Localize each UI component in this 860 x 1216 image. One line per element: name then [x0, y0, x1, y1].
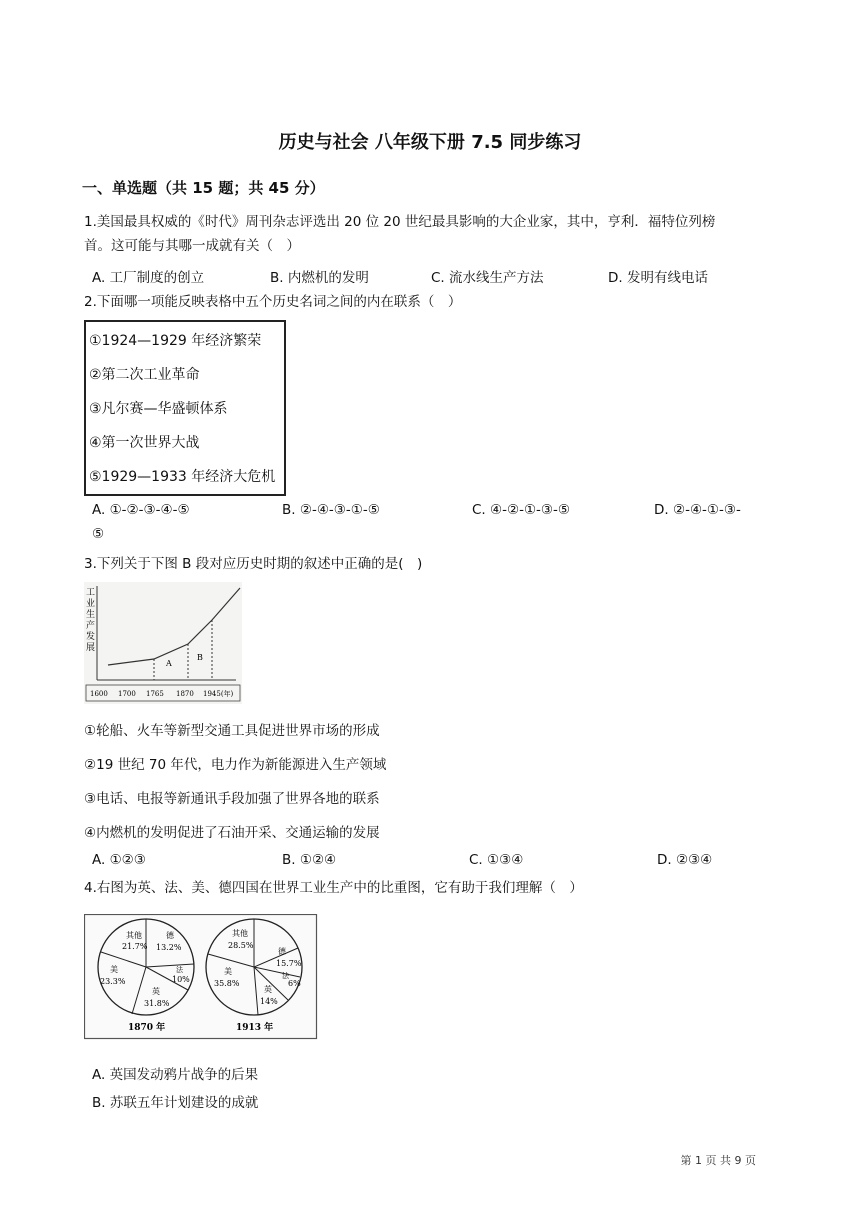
q3-option-c[interactable]: C. ①③④ [469, 852, 524, 868]
pie-1870-other-value: 21.7% [122, 942, 148, 951]
q3-option-a[interactable]: A. ①②③ [92, 852, 146, 868]
chart-tick-1765: 1765 [146, 690, 164, 698]
question-1 [84, 210, 784, 258]
chart-tick-1700: 1700 [118, 690, 136, 698]
q1-option-b[interactable]: B. 内燃机的发明 [270, 270, 369, 286]
pie-1913-germany-value: 15.7% [276, 959, 302, 968]
pie-1870-britain-value: 31.8% [144, 999, 170, 1008]
chart-ylabel-char: 发 [86, 632, 96, 642]
q4-option-b[interactable]: B. 苏联五年计划建设的成就 [92, 1095, 259, 1111]
pie-1870-usa-value: 23.3% [100, 977, 126, 986]
q3-statement-4: ④内燃机的发明促进了石油开采、交通运输的发展 [84, 825, 380, 841]
question-3 [84, 552, 784, 576]
chart-segment-a: A [166, 659, 172, 668]
q3-option-d[interactable]: D. ②③④ [657, 852, 713, 868]
q2-option-c[interactable]: C. ④-②-①-③-⑤ [472, 502, 571, 518]
pie-1870-germany-name: 德 [166, 931, 174, 940]
chart-ylabel-char: 业 [86, 599, 96, 609]
chart-tick-1945: 1945(年) [203, 690, 234, 698]
question-2 [84, 290, 784, 314]
industrial-growth-chart [84, 582, 242, 704]
q1-option-d[interactable]: D. 发明有线电话 [608, 270, 708, 286]
q4-option-a[interactable]: A. 英国发动鸦片战争的后果 [92, 1067, 259, 1083]
chart-tick-1600: 1600 [90, 690, 108, 698]
history-terms-table [84, 320, 286, 496]
pie-1913-france-value: 6% [288, 979, 301, 988]
q1-option-a[interactable]: A. 工厂制度的创立 [92, 270, 205, 286]
q2-option-a[interactable]: A. ①-②-③-④-⑤ [92, 502, 190, 518]
chart-ylabel-char: 生 [86, 610, 96, 620]
page-footer: 第 1 页 共 9 页 [680, 1154, 756, 1167]
pie-1870-usa-name: 美 [110, 965, 118, 974]
pie-1870-germany-value: 13.2% [156, 943, 182, 952]
pie-1913-france-name: 法 [282, 972, 289, 980]
chart-segment-b: B [197, 653, 203, 662]
table-item-3: ③凡尔赛—华盛顿体系 [89, 401, 228, 417]
section-heading: 一、单选题（共 15 题；共 45 分） [82, 179, 325, 197]
industry-share-pie-charts [84, 914, 320, 1042]
q1-option-c[interactable]: C. 流水线生产方法 [431, 270, 544, 286]
chart-ylabel-char: 工 [86, 588, 96, 598]
pie-1870-other-name: 其他 [126, 931, 142, 940]
question-1-line-2: 首。这可能与其哪一成就有关（ ） [84, 238, 300, 254]
chart-tick-1870: 1870 [176, 690, 194, 698]
q2-option-d-continuation: ⑤ [92, 526, 105, 542]
question-4 [84, 876, 784, 900]
pie-1913-usa-value: 35.8% [214, 979, 240, 988]
pie-1913-year: 1913 年 [236, 1023, 274, 1033]
question-4-text: 4.右图为英、法、美、德四国在世界工业生产中的比重图，它有助于我们理解（ ） [84, 880, 583, 896]
pie-1870-france-name: 法 [176, 966, 183, 974]
q3-statement-1: ①轮船、火车等新型交通工具促进世界市场的形成 [84, 723, 380, 739]
question-1-line-1: 1.美国最具权威的《时代》周刊杂志评选出 20 位 20 世纪最具影响的大企业家，其中，亨利．福特位列榜 [84, 214, 716, 230]
q3-statement-2: ②19 世纪 70 年代，电力作为新能源进入生产领域 [84, 757, 387, 773]
chart-background [84, 582, 242, 704]
q2-option-d[interactable]: D. ②-④-①-③- [654, 502, 741, 518]
question-2-text: 2.下面哪一项能反映表格中五个历史名词之间的内在联系（ ） [84, 294, 462, 310]
question-3-text: 3.下列关于下图 B 段对应历史时期的叙述中正确的是( ) [84, 556, 423, 572]
pie-1913-germany-name: 德 [278, 947, 286, 956]
table-item-5: ⑤1929—1933 年经济大危机 [89, 469, 276, 485]
q3-statement-3: ③电话、电报等新通讯手段加强了世界各地的联系 [84, 791, 380, 807]
q3-option-b[interactable]: B. ①②④ [282, 852, 337, 868]
table-item-2: ②第二次工业革命 [89, 367, 200, 383]
pie-1913-britain-name: 英 [264, 985, 272, 994]
table-item-1: ①1924—1929 年经济繁荣 [89, 333, 262, 349]
q2-option-b[interactable]: B. ②-④-③-①-⑤ [282, 502, 380, 518]
chart-ylabel-char: 产 [86, 621, 96, 631]
chart-ylabel-char: 展 [86, 643, 96, 653]
pie-1870-year: 1870 年 [128, 1023, 166, 1033]
pie-1913-other-name: 其他 [232, 929, 248, 938]
pie-1913-usa-name: 美 [224, 967, 232, 976]
document-title: 历史与社会 八年级下册 7.5 同步练习 [278, 132, 582, 153]
pie-1870-britain-name: 英 [152, 987, 160, 996]
table-item-4: ④第一次世界大战 [89, 435, 200, 451]
pie-1913-britain-value: 14% [260, 997, 278, 1006]
pie-1870-france-value: 10% [172, 975, 190, 984]
pie-1913-other-value: 28.5% [228, 941, 254, 950]
